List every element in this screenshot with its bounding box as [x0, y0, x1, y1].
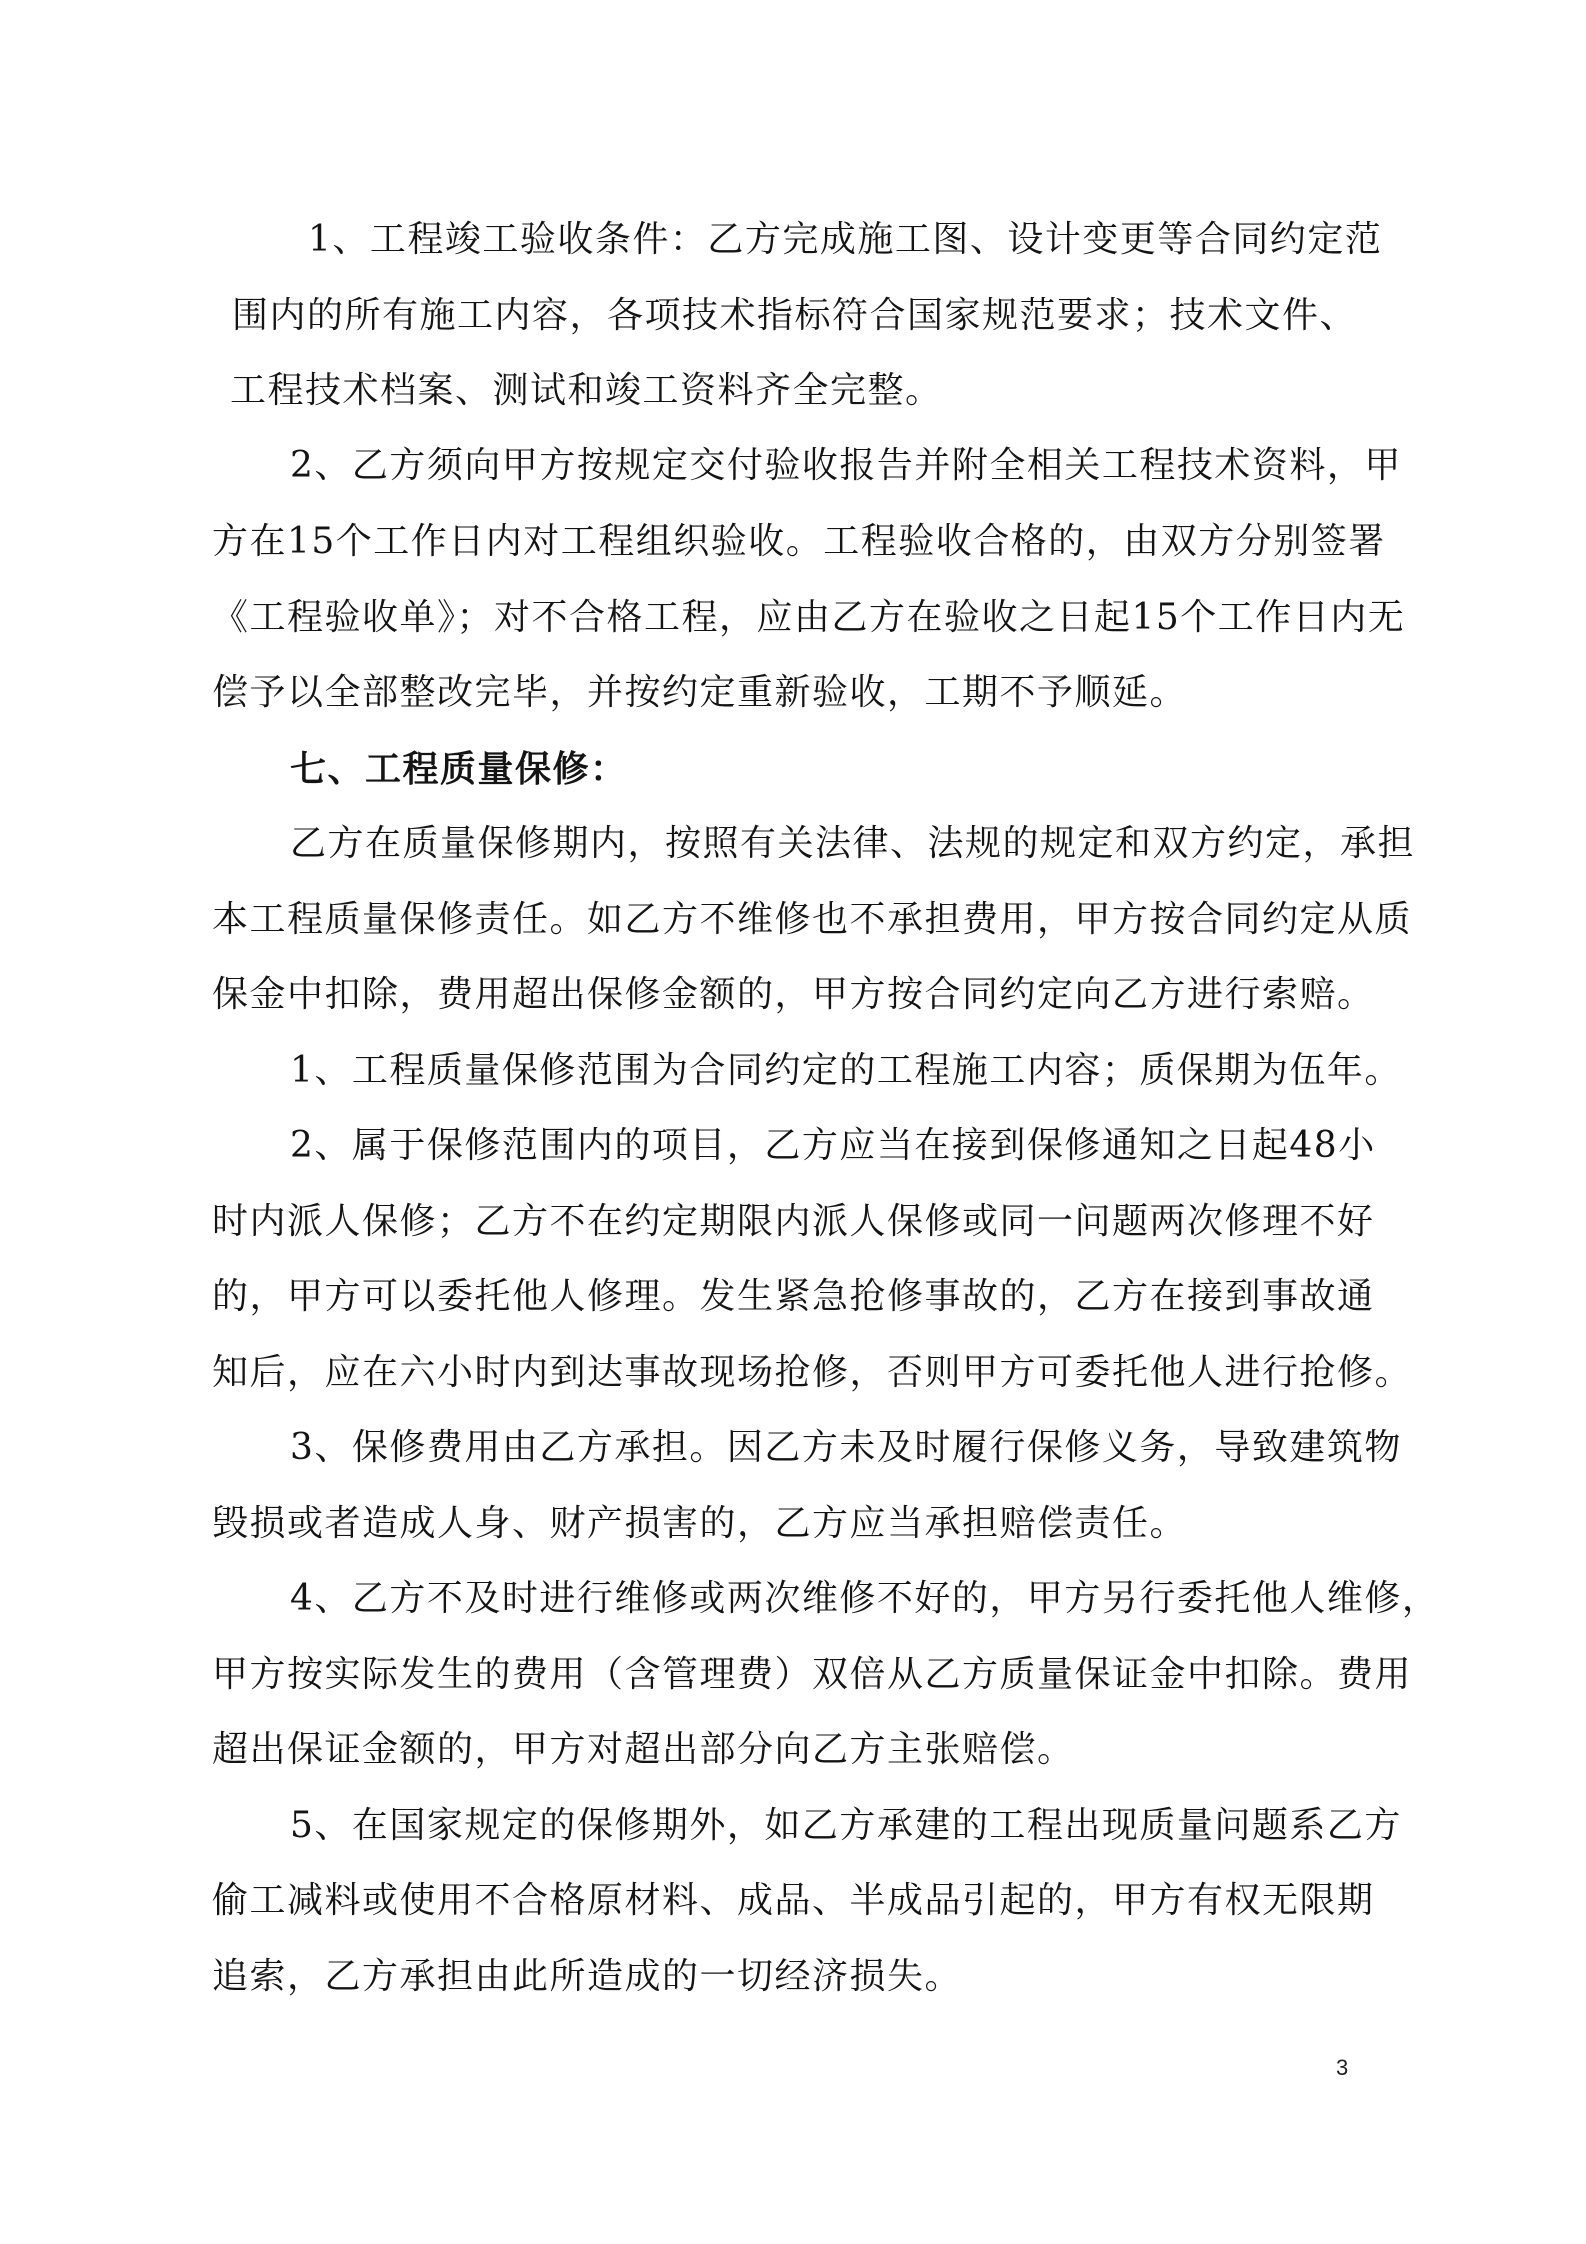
section-heading: 七、工程质量保修：	[290, 748, 628, 790]
text-line: 的，甲方可以委托他人修理。发生紧急抢修事故的，乙方在接到事故通	[212, 1276, 1375, 1317]
text-line: 甲方按实际发生的费用（含管理费）双倍从乙方质量保证金中扣除。费用	[212, 1654, 1413, 1695]
text-line: 2、乙方须向甲方按规定交付验收报告并附全相关工程技术资料，甲	[290, 445, 1402, 486]
text-line: 围内的所有施工内容，各项技术指标符合国家规范要求；技术文件、	[232, 295, 1358, 336]
text-line: 工程技术档案、测试和竣工资料齐全完整。	[230, 370, 943, 411]
text-line: 毁损或者造成人身、财产损害的，乙方应当承担赔偿责任。	[212, 1503, 1188, 1544]
text-line: 方在15个工作日内对工程组织验收。工程验收合格的，由双方分别签署	[212, 521, 1386, 562]
text-line: 偷工减料或使用不合格原材料、成品、半成品引起的，甲方有权无限期	[212, 1880, 1375, 1921]
text-line: 本工程质量保修责任。如乙方不维修也不承担费用，甲方按合同约定从质	[212, 899, 1413, 940]
text-line: 2、属于保修范围内的项目，乙方应当在接到保修通知之日起48小	[290, 1125, 1376, 1166]
text-line: 时内派人保修；乙方不在约定期限内派人保修或同一问题两次修理不好	[212, 1201, 1375, 1242]
text-line: 超出保证金额的，甲方对超出部分向乙方主张赔偿。	[212, 1729, 1075, 1770]
text-line: 乙方在质量保修期内，按照有关法律、法规的规定和双方约定，承担	[290, 823, 1416, 864]
text-line: 3、保修费用由乙方承担。因乙方未及时履行保修义务，导致建筑物	[290, 1427, 1402, 1468]
text-line: 保金中扣除，费用超出保修金额的，甲方按合同约定向乙方进行索赔。	[212, 974, 1375, 1015]
text-line: 4、乙方不及时进行维修或两次维修不好的，甲方另行委托他人维修，	[290, 1578, 1440, 1619]
text-line: 知后，应在六小时内到达事故现场抢修，否则甲方可委托他人进行抢修。	[212, 1352, 1413, 1393]
text-line: 《工程验收单》；对不合格工程，应由乙方在验收之日起15个工作日内无	[212, 597, 1406, 638]
text-line: 5、在国家规定的保修期外，如乙方承建的工程出现质量问题系乙方	[290, 1805, 1402, 1846]
text-line: 1、工程质量保修范围为合同约定的工程施工内容；质保期为伍年。	[290, 1050, 1402, 1091]
page-number: 3	[1336, 2055, 1349, 2080]
text-line: 偿予以全部整改完毕，并按约定重新验收，工期不予顺延。	[212, 672, 1188, 713]
text-line: 追索，乙方承担由此所造成的一切经济损失。	[212, 1956, 963, 1997]
text-line: 1、工程竣工验收条件：乙方完成施工图、设计变更等合同约定范	[308, 219, 1383, 260]
